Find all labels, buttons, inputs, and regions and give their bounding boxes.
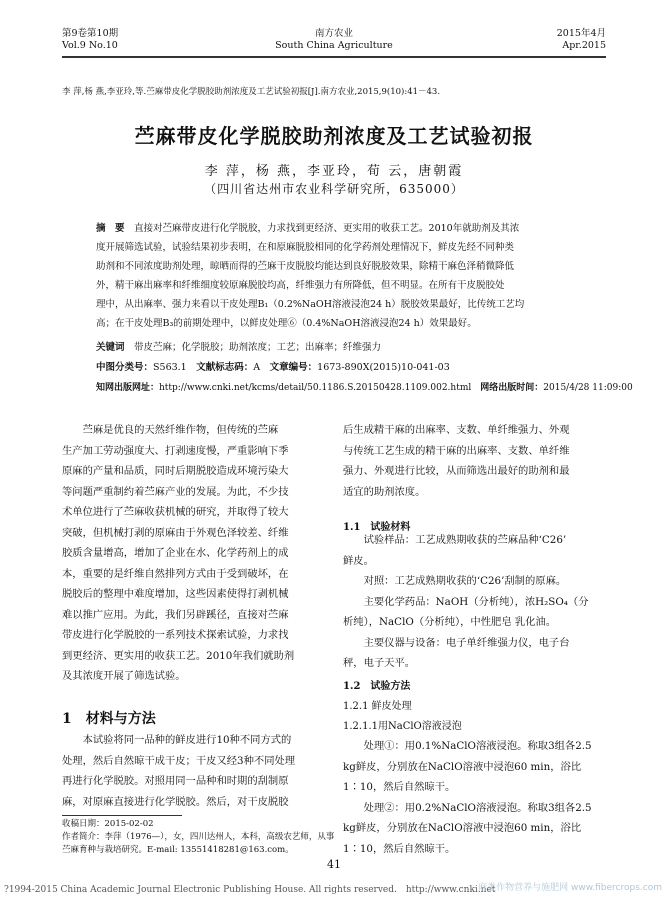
keywords (96, 339, 381, 357)
volume-cn: 第9卷第10期 (62, 28, 119, 39)
text-line: 到更经济、更实用的收获工艺。2010年我们就助剂 (62, 649, 295, 662)
text-line: 适宜的助剂浓度。 (343, 485, 426, 498)
text-line: 试验样品：工艺成熟期收获的苎麻品种‘C26’ (363, 534, 567, 546)
abstract-label: 摘 要 (96, 223, 125, 234)
page-number: 41 (327, 858, 341, 871)
text-line: kg鲜皮，分别放在NaClO溶液中浸泡60 min，浴比 (343, 760, 582, 773)
abstract (96, 219, 584, 333)
keywords-label: 关键词 (96, 342, 125, 353)
right-column (343, 420, 607, 502)
abstract-line: 高；在干皮处理B₃的前期处理中，以鲜皮处理⑥（0.4%NaOH溶液浸泡24 h）效果最好。 (96, 318, 477, 329)
watermark: 麻类作物营养与施肥网 www.fibercrops.com (478, 883, 662, 893)
online-publication: 知网出版网址：http://www.cnki.net/kcms/detail/50.1186.S.20150428.1109.002.html 网络出版时间：2015/4/28 11:09:00 (96, 383, 633, 393)
header-left (62, 28, 118, 52)
date-en: Apr.2015 (562, 40, 606, 51)
section-heading-1-2-1: 1.2.1 鲜皮处理 (343, 701, 412, 712)
section-heading-1: 1 材料与方法 (62, 711, 156, 727)
text-line: 苎麻是优良的天然纤维作物，但传统的苎麻 (82, 424, 279, 436)
text-line: 强力、外观进行比较，从而筛选出最好的助剂和最 (343, 465, 570, 477)
header-center (234, 28, 434, 52)
text-line: 1∶10，然后自然晾干。 (343, 842, 456, 855)
text-line: 麻，对原麻直接进行化学脱胶。然后，对干皮脱胶 (62, 795, 289, 808)
copyright-footer: ?1994-2015 China Academic Journal Electronic Publishing House. All rights reserved. http://www.cnki.net (4, 885, 496, 895)
text-line: 处理①：用0.1%NaClO溶液浸泡。称取3组各2.5 (363, 740, 592, 752)
text-line: 脱胶后的整理中难度增加，这些因素使得打剥机械 (62, 588, 289, 600)
section-heading-1-2: 1.2 试验方法 (343, 681, 411, 692)
footnote (62, 818, 335, 857)
text-line: 后生成精干麻的出麻率、支数、单纤维强力、外观 (343, 424, 570, 436)
text-line: 再进行化学脱胶。对照用同一品种和时期的刮制原 (62, 775, 289, 787)
section1-text (62, 730, 324, 812)
text-line: 及其浓度开展了筛选试验。 (62, 670, 186, 682)
classification: 中图分类号：S563.1 文献标志码：A 文章编号：1673-890X(2015)10-041-03 (96, 362, 450, 373)
online-url[interactable]: http://www.cnki.net/kcms/detail/50.1186.S.20150428.1109.002.html (159, 383, 472, 393)
text-line: 原麻的产量和品质，同时后期脱胶造成环境污染大 (62, 465, 289, 477)
abstract-line: 理中，从出麻率、强力来看以干皮处理B₁（0.2%NaOH溶液浸泡24 h）脱胶效果最好，比传统工艺均 (96, 299, 525, 310)
text-line: 处理，然后自然晾干成干皮；干皮又经3种不同处理 (62, 754, 296, 767)
materials-text (343, 530, 607, 674)
text-line: 等问题严重制约着苎麻产业的发展。为此，不少技 (62, 485, 289, 498)
left-column (62, 420, 324, 687)
abstract-line: 摘 要 直接对苎麻带皮进行化学脱胶，力求找到更经济、更实用的收获工艺。2010年就助剂及其浓 (96, 223, 520, 234)
text-line: 带皮进行化学脱胶的一系列技术探索试验，力求找 (62, 629, 289, 641)
abstract-line: 度开展筛选试验，试验结果初步表明，在和原麻脱胶相同的化学药剂处理情况下，鲜皮先经不同种类 (96, 242, 515, 253)
text-line: 与传统工艺生成的精干麻的出麻率、支数、单纤维 (343, 444, 570, 457)
date-cn: 2015年4月 (556, 28, 606, 39)
text-line: 鲜皮。 (343, 554, 374, 567)
text-line: 术单位进行了苎麻收获机械的研究，并取得了较大 (62, 506, 289, 518)
text-line: 本试验将同一品种的鲜皮进行10种不同方式的 (82, 734, 292, 746)
author-bio-cont: 苎麻育种与栽培研究。E-mail: 13551418281@163.com。 (62, 845, 294, 855)
text-line: 突破，但机械打剥的原麻由于外观色泽较差、纤维 (62, 526, 289, 539)
affiliation: （四川省达州市农业科学研究所，635000） (204, 182, 464, 196)
header-rule (62, 56, 606, 58)
text-line: 处理②：用0.2%NaClO溶液浸泡。称取3组各2.5 (363, 801, 592, 814)
abstract-line: 助剂和不同浓度助剂处理，晾晒而得的苎麻干皮脱胶均能达到良好脱胶效果，除精干麻色泽稍微降低 (96, 261, 515, 272)
text-line: 生产加工劳动强度大、打剥速度慢，严重影响下季 (62, 444, 289, 457)
keywords-text: 带皮苎麻；化学脱胶；助剂浓度；工艺；出麻率；纤维强力 (134, 342, 382, 353)
treatments-text (343, 736, 607, 859)
text-line: 秤，电子天平。 (343, 657, 416, 669)
text-line: 主要化学药品：NaOH（分析纯），浓H₂SO₄（分 (363, 595, 589, 608)
text-line: 胶质含量增高，增加了企业在水、化学药剂上的成 (62, 547, 289, 559)
text-line: 本，重要的是纤维自然排列方式由于受到破坏，在 (62, 567, 289, 580)
header-right (557, 28, 606, 52)
section-heading-1-1: 1.1 试验材料 (343, 522, 411, 533)
text-line: kg鲜皮，分别放在NaClO溶液中浸泡60 min，浴比 (343, 822, 582, 834)
volume-en: Vol.9 No.10 (62, 40, 118, 51)
text-line: 主要仪器与设备：电子单纤维强力仪，电子台 (363, 636, 570, 649)
authors: 李 萍，杨 燕，李亚玲，荀 云，唐朝霞 (204, 164, 464, 179)
abstract-line: 外，精干麻出麻率和纤维细度较原麻脱胶均高，纤维强力有所降低，但不明显。在所有干皮脱胶处 (96, 280, 505, 291)
text-line: 1∶10，然后自然晾干。 (343, 781, 456, 793)
text-line: 析纯），NaClO（分析纯），中性肥皂 乳化油。 (343, 616, 557, 628)
journal-en: South China Agriculture (275, 40, 393, 51)
paper-title: 苎麻带皮化学脱胶助剂浓度及工艺试验初报 (134, 124, 534, 148)
author-bio: 作者简介：李萍（1976—），女，四川达州人，本科，高级农艺师，从事 (62, 832, 335, 842)
section-heading-1-2-1-1: 1.2.1.1用NaClO溶液浸泡 (343, 721, 462, 732)
text-line: 对照：工艺成熟期收获的‘C26’刮制的原麻。 (363, 575, 567, 587)
journal-cn: 南方农业 (314, 28, 353, 39)
text-line: 难以推广应用。为此，我们另辟蹊径，直接对苎麻 (62, 608, 289, 621)
footnote-rule (62, 815, 182, 816)
received-date: 收稿日期：2015-02-02 (62, 819, 154, 829)
citation: 李 萍,杨 燕,李亚玲,等.苎麻带皮化学脱胶助剂浓度及工艺试验初报[J].南方农业,2015,9(10):41－43. (62, 87, 441, 97)
